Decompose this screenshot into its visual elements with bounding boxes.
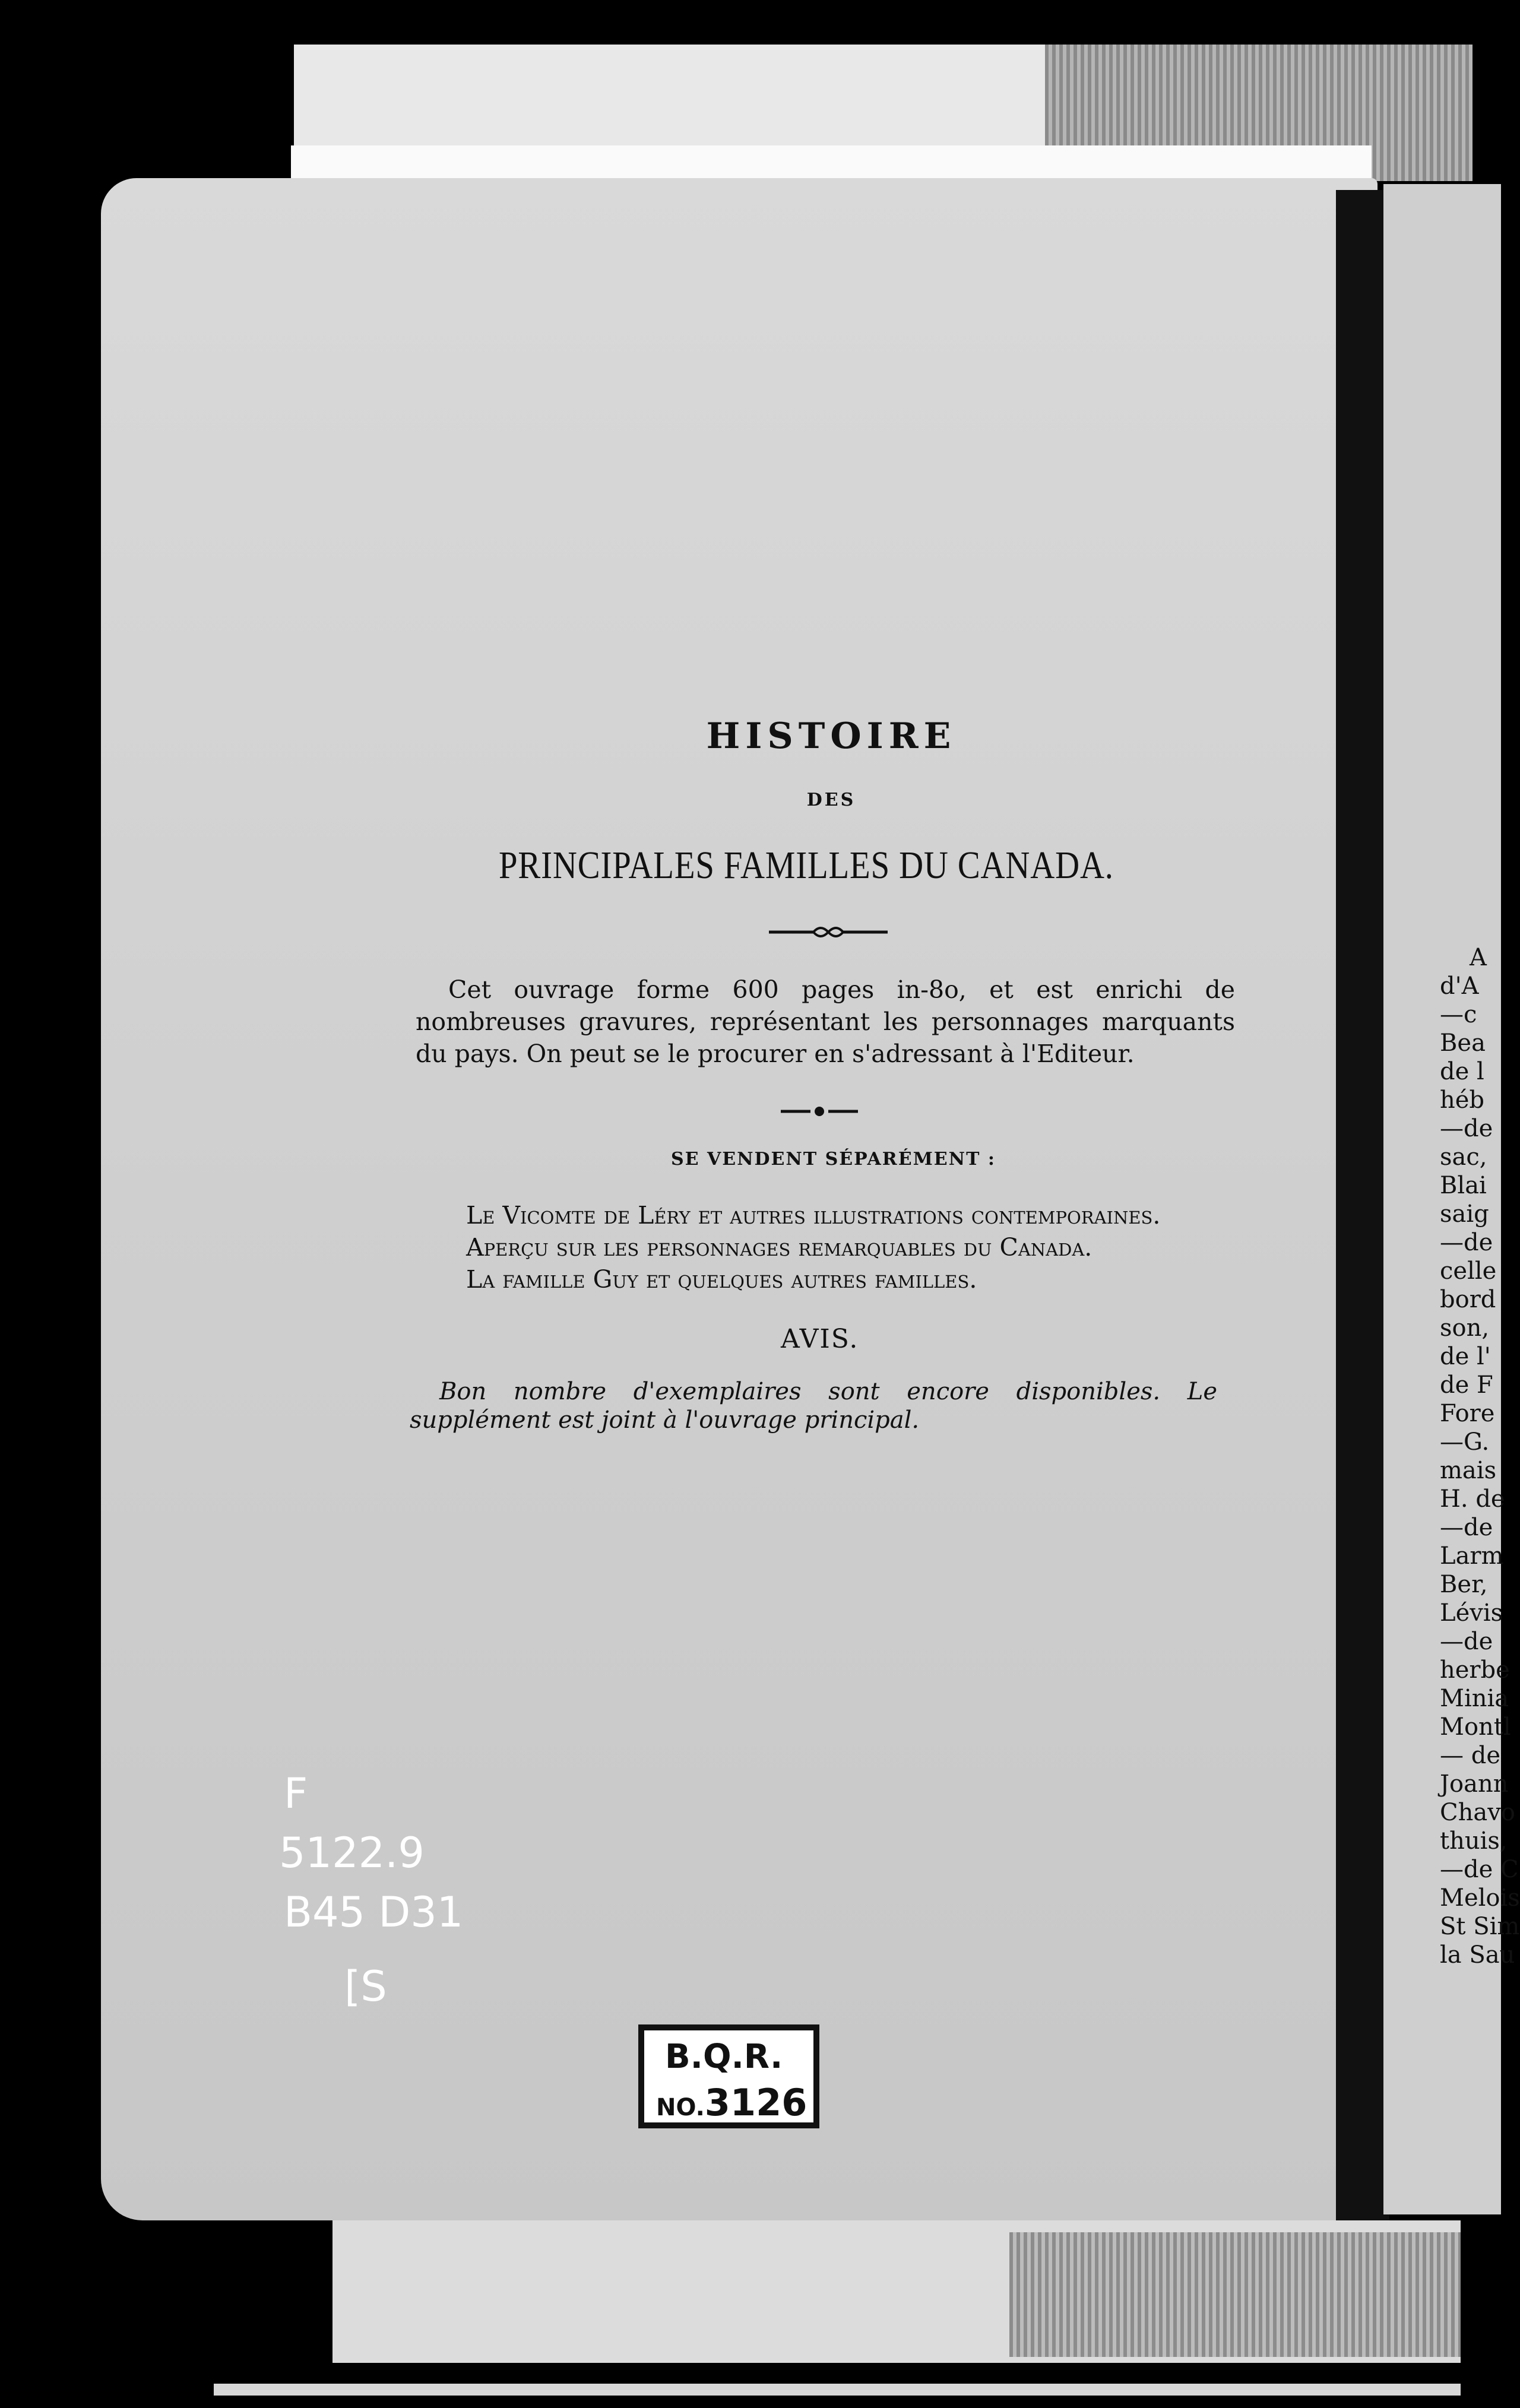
next-page-line: celle — [1440, 1257, 1497, 1285]
next-page-line: —de — [1440, 1229, 1493, 1256]
page-gutter — [1336, 190, 1389, 2220]
next-page-line: Melois — [1440, 1884, 1520, 1912]
next-page-line: son, — [1440, 1314, 1490, 1342]
next-page-line: de F — [1440, 1371, 1493, 1399]
next-page-line: Larm — [1440, 1542, 1504, 1570]
ornament-divider-1 — [766, 923, 891, 941]
stamp-no-label: NO. — [656, 2094, 705, 2121]
bottom-edge — [214, 2384, 1461, 2396]
list-item: La famille Guy et quelques autres familles. — [466, 1265, 977, 1294]
next-page-line: A — [1470, 944, 1487, 971]
next-page-line: saig — [1440, 1200, 1489, 1228]
next-page-line: —G. — [1440, 1428, 1490, 1456]
list-item: Le Vicomte de Léry et autres illustrations contemporaines. — [466, 1201, 1161, 1230]
next-page-line: —c — [1440, 1001, 1477, 1028]
title-des: DES — [806, 790, 856, 810]
next-page-line: bord — [1440, 1286, 1496, 1313]
next-page-line: d'A — [1440, 972, 1479, 1000]
next-page-line: H. de — [1440, 1485, 1505, 1513]
handwritten-call-letter: F — [284, 1769, 308, 1818]
next-page-line: —de C — [1440, 1856, 1519, 1883]
next-page-line: thuis, — [1440, 1827, 1508, 1855]
main-title: PRINCIPALES FAMILLES DU CANADA. — [499, 844, 1114, 887]
handwritten-mark: [S — [344, 1962, 387, 2011]
next-page-line: de l' — [1440, 1343, 1491, 1370]
next-page-line: Ber, — [1440, 1571, 1488, 1598]
description-paragraph: Cet ouvrage forme 600 pages in-8o, et est enrichi de nombreuses gravures, représentant les personnages marquants du pays. On peut se le procurer en s'adressant à l'Editeur. — [416, 975, 1235, 1068]
se-vendent-heading: SE VENDENT SÉPARÉMENT : — [671, 1149, 996, 1170]
next-page-line: sac, — [1440, 1143, 1487, 1171]
avis-heading: AVIS. — [781, 1324, 859, 1354]
list-item: Aperçu sur les personnages remarquables du Canada. — [466, 1233, 1092, 1262]
next-page-line: — de — [1440, 1742, 1500, 1769]
next-page-line: —de — [1440, 1628, 1493, 1655]
handwritten-class-number: 5122.9 — [279, 1829, 425, 1877]
next-page-line: Joann — [1440, 1770, 1509, 1798]
next-page-line: de l — [1440, 1058, 1484, 1085]
separate-works-list — [466, 1199, 1160, 1295]
next-page-line: la Sau — [1440, 1941, 1515, 1969]
next-page-line: herbe — [1440, 1656, 1510, 1684]
next-page-line: héb — [1440, 1086, 1485, 1114]
next-page-line: Montl — [1440, 1713, 1511, 1741]
next-page-line: Blai — [1440, 1172, 1487, 1199]
next-page-line: Lévis — [1440, 1599, 1503, 1627]
stamp-number: 3126 — [705, 2081, 808, 2127]
library-stamp — [638, 2024, 819, 2128]
next-page-line: Bea — [1440, 1029, 1486, 1057]
stamp-library-code: B.Q.R. — [665, 2038, 783, 2076]
background-fabric-bottom — [1009, 2232, 1461, 2357]
avis-note: Bon nombre d'exemplaires sont encore disponibles. Le supplément est joint à l'ouvrage principal. — [410, 1378, 1217, 1434]
ornament-divider-2 — [778, 1104, 861, 1119]
next-page-line: Chavo — [1440, 1799, 1515, 1826]
next-page-line: Minia — [1440, 1685, 1509, 1712]
title-histoire: HISTOIRE — [706, 715, 957, 757]
handwritten-cutter-number: B45 D31 — [284, 1888, 464, 1937]
next-page-line: —de — [1440, 1514, 1493, 1541]
next-page-line: —de — [1440, 1115, 1493, 1142]
stamp-number-line — [656, 2081, 807, 2124]
next-page-line: St Sim — [1440, 1913, 1520, 1940]
next-page-line: Fore — [1440, 1400, 1495, 1427]
next-page-line: mais — [1440, 1457, 1497, 1484]
